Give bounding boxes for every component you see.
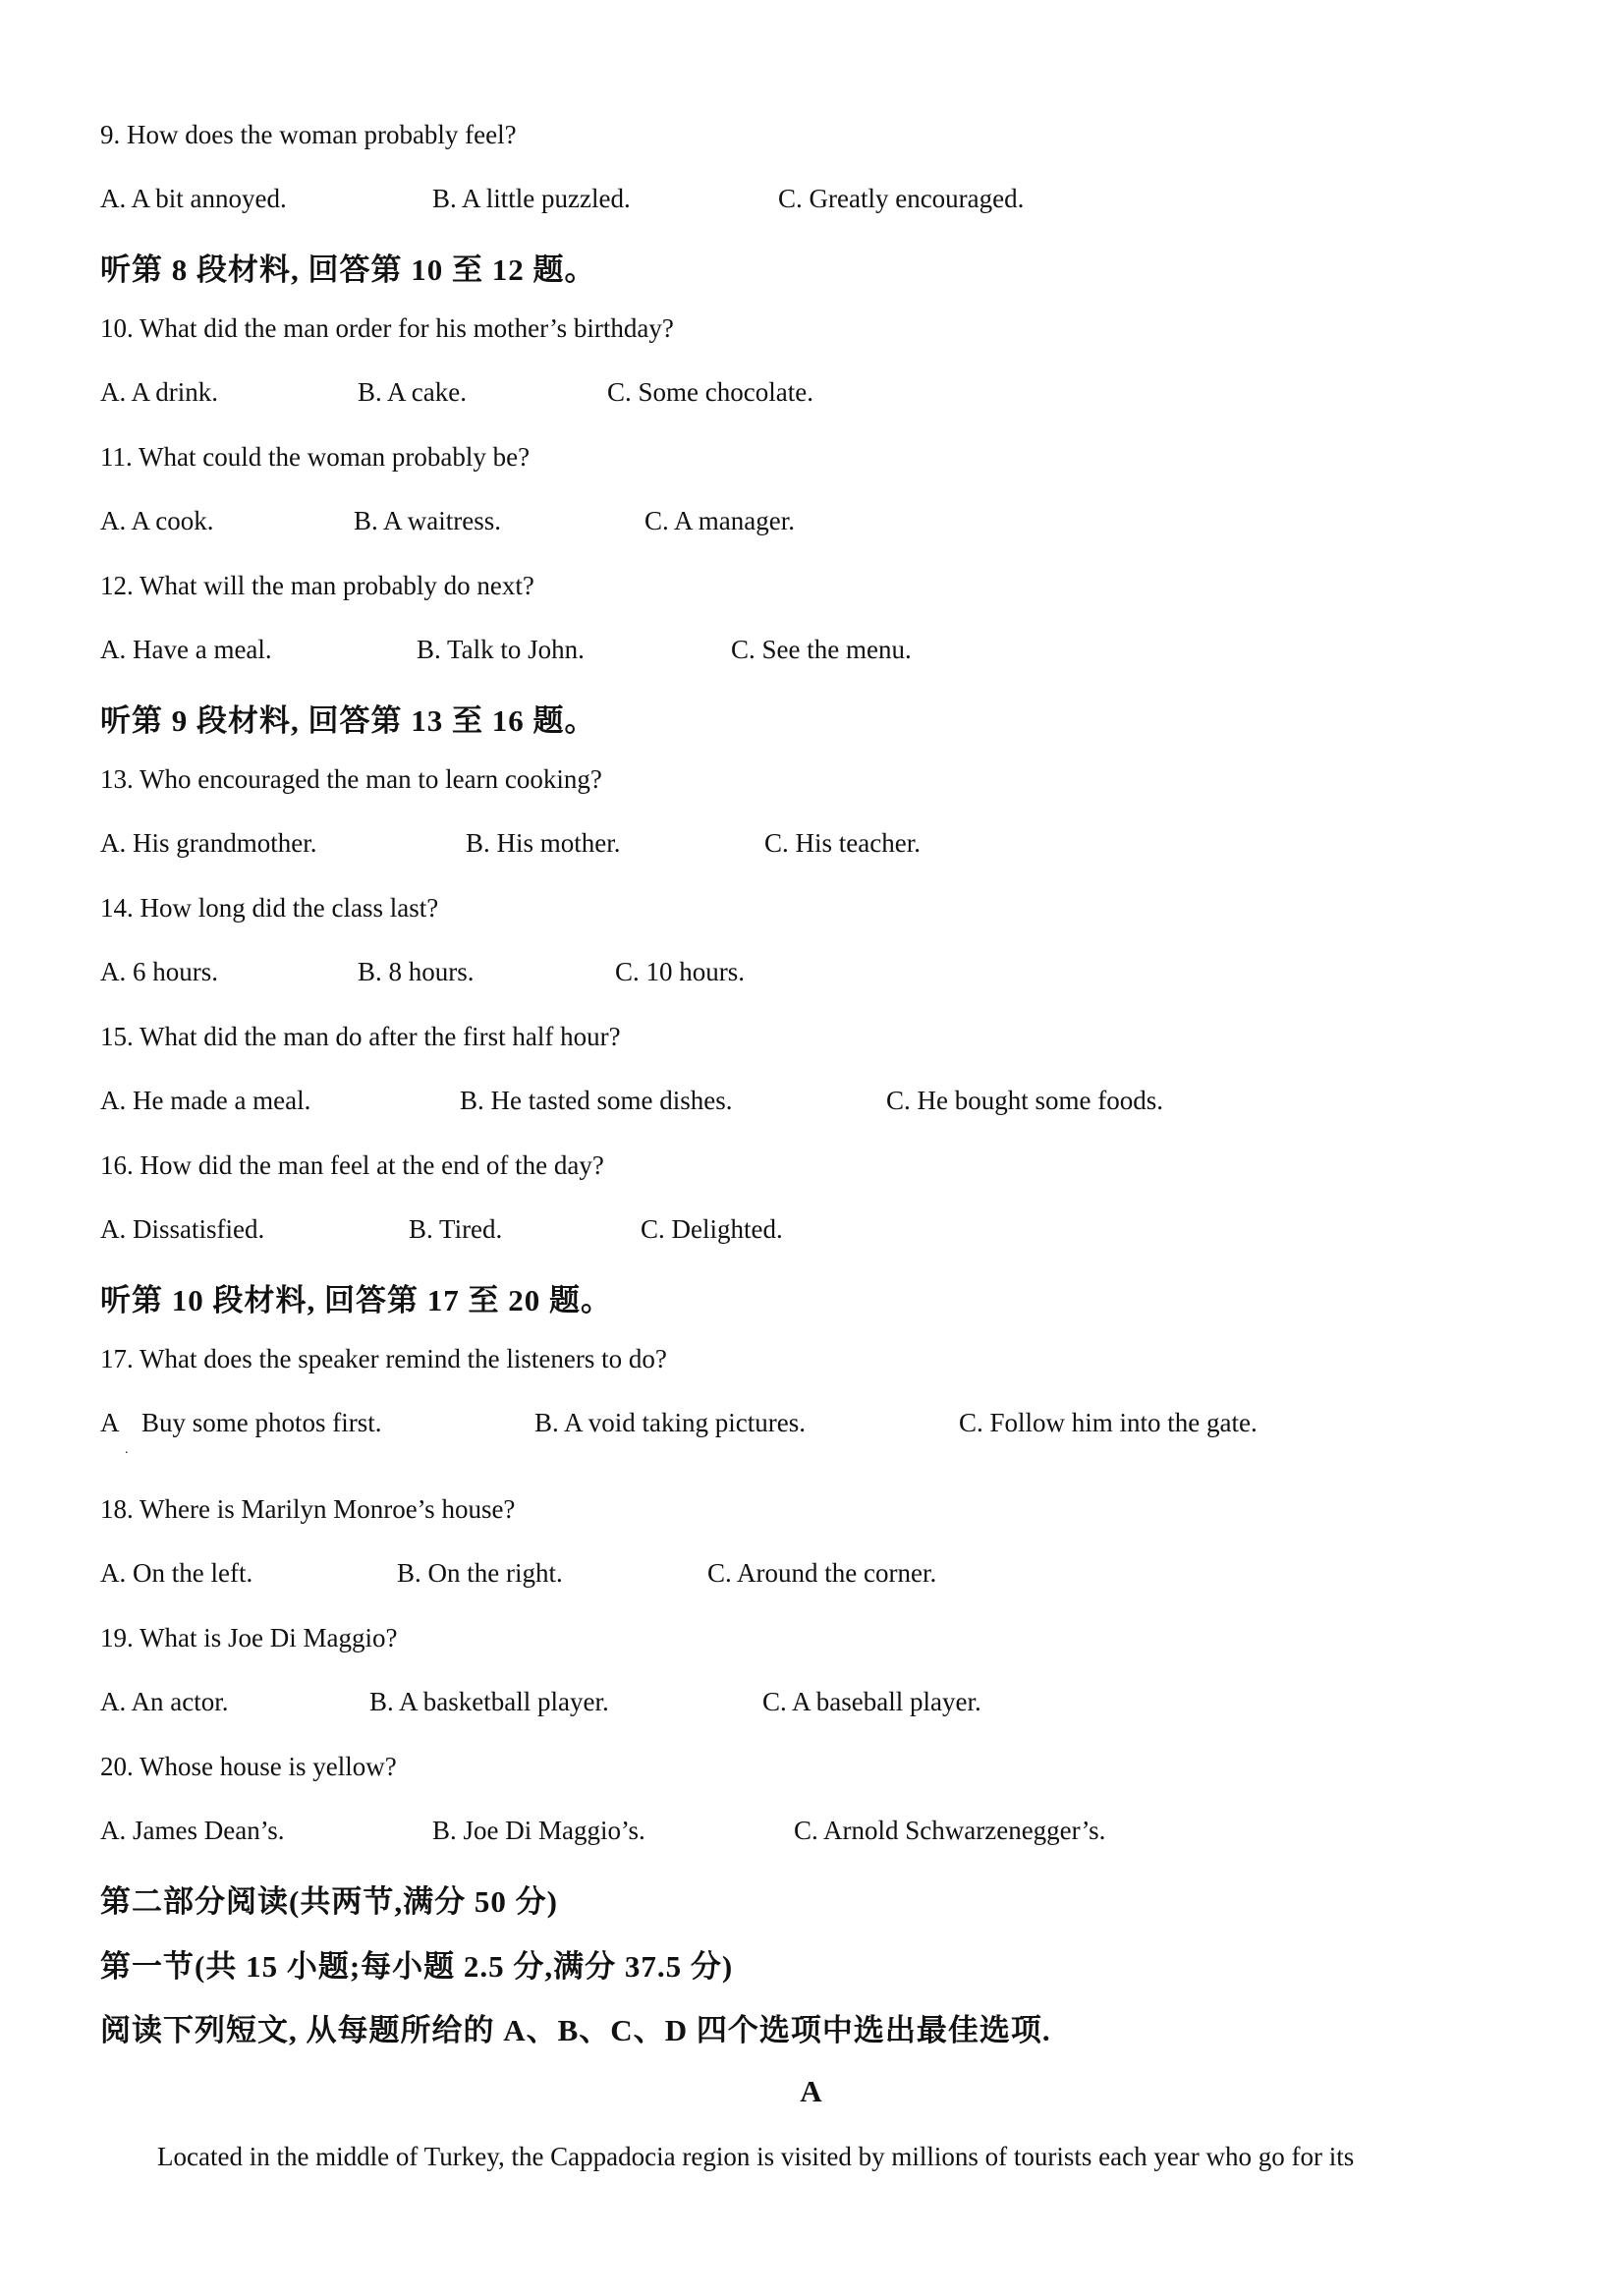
section-heading-9: 听第 9 段材料, 回答第 13 至 16 题。: [100, 703, 596, 738]
option-a: Buy some photos first.: [141, 1408, 382, 1437]
option-b: B. Talk to John.: [417, 635, 585, 664]
option-a: A. He made a meal.: [100, 1086, 311, 1115]
question-17: 17. What does the speaker remind the listeners to do?: [100, 1344, 667, 1373]
option-b: B. His mother.: [466, 828, 621, 858]
question-16: 16. How did the man feel at the end of the day?: [100, 1150, 604, 1180]
instruction: 阅读下列短文, 从每题所给的 A、B、C、D 四个选项中选出最佳选项.: [100, 2013, 1051, 2047]
section-heading: 第一节(共 15 小题;每小题 2.5 分,满分 37.5 分): [100, 1949, 734, 1984]
option-c: C. Arnold Schwarzenegger’s.: [794, 1816, 1106, 1845]
option-c: C. Delighted.: [641, 1214, 783, 1244]
option-b: B. A basketball player.: [369, 1687, 609, 1716]
section-heading-8: 听第 8 段材料, 回答第 10 至 12 题。: [100, 252, 596, 287]
question-20: 20. Whose house is yellow?: [100, 1752, 397, 1781]
option-b: B. A void taking pictures.: [534, 1408, 806, 1437]
option-a: A. Dissatisfied.: [100, 1214, 265, 1244]
question-12: 12. What will the man probably do next?: [100, 571, 534, 600]
option-a: A. A drink.: [100, 377, 219, 407]
question-18: 18. Where is Marilyn Monroe’s house?: [100, 1494, 516, 1524]
option-b: B. 8 hours.: [358, 957, 475, 986]
option-c: C. 10 hours.: [615, 957, 746, 986]
option-b: B. Tired.: [409, 1214, 503, 1244]
option-a: A. Have a meal.: [100, 635, 272, 664]
option-a: A. On the left.: [100, 1558, 253, 1588]
passage-label: A: [800, 2074, 823, 2108]
option-a: A. An actor.: [100, 1687, 229, 1716]
option-c: C. Greatly encouraged.: [778, 184, 1025, 213]
option-a-dot: .: [125, 1442, 129, 1457]
option-c: C. Around the corner.: [707, 1558, 937, 1588]
option-c: C. He bought some foods.: [886, 1086, 1163, 1115]
option-c: C. See the menu.: [731, 635, 912, 664]
question-15: 15. What did the man do after the first half hour?: [100, 1022, 621, 1051]
option-a: A. A bit annoyed.: [100, 184, 287, 213]
option-b: B. Joe Di Maggio’s.: [432, 1816, 645, 1845]
option-c: C. A manager.: [644, 506, 795, 535]
part-heading: 第二部分阅读(共两节,满分 50 分): [100, 1884, 558, 1919]
option-a: A. A cook.: [100, 506, 214, 535]
section-heading-10: 听第 10 段材料, 回答第 17 至 20 题。: [100, 1283, 612, 1317]
question-9: 9. How does the woman probably feel?: [100, 120, 517, 149]
option-b: B. On the right.: [397, 1558, 563, 1588]
question-13: 13. Who encouraged the man to learn cooking?: [100, 764, 602, 794]
question-14: 14. How long did the class last?: [100, 893, 439, 923]
question-11: 11. What could the woman probably be?: [100, 442, 531, 472]
question-10: 10. What did the man order for his mother’s birthday?: [100, 313, 674, 343]
option-a: A. James Dean’s.: [100, 1816, 285, 1845]
option-b: B. A cake.: [358, 377, 467, 407]
option-c: C. Some chocolate.: [607, 377, 813, 407]
passage-text: Located in the middle of Turkey, the Cappadocia region is visited by millions of tourists each year who go for its: [157, 2142, 1355, 2171]
option-b: B. A little puzzled.: [432, 184, 631, 213]
option-b: B. A waitress.: [354, 506, 502, 535]
option-a: A. His grandmother.: [100, 828, 317, 858]
option-a: A. 6 hours.: [100, 957, 218, 986]
option-c: C. A baseball player.: [762, 1687, 981, 1716]
option-c: C. Follow him into the gate.: [959, 1408, 1258, 1437]
option-c: C. His teacher.: [764, 828, 921, 858]
question-19: 19. What is Joe Di Maggio?: [100, 1623, 398, 1652]
option-b: B. He tasted some dishes.: [460, 1086, 733, 1115]
option-a-letter: A: [100, 1408, 120, 1437]
